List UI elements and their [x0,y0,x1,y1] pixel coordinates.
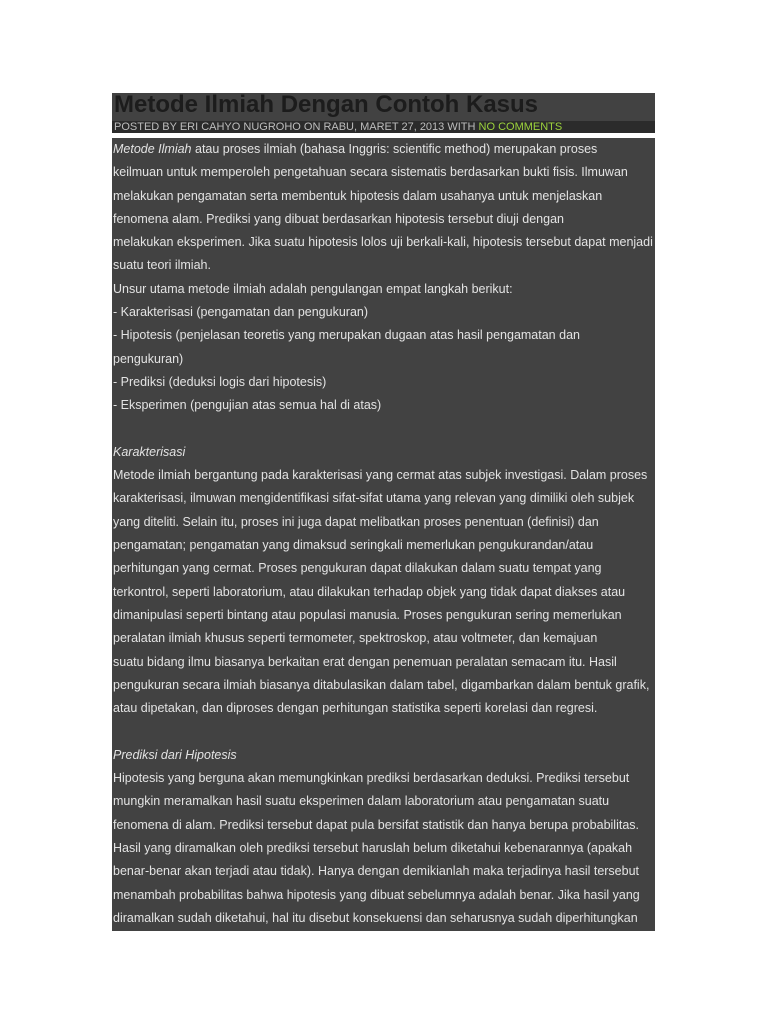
paragraph-line: pengukuran secara ilmiah biasanya ditabulasikan dalam tabel, digambarkan dalam bentuk grafik, [113,677,650,692]
spacer [113,720,655,743]
paragraph-line: suatu bidang ilmu biasanya berkaitan erat dengan penemuan peralatan semacam itu. Hasil [113,654,617,669]
paragraph-line: Metode ilmiah bergantung pada karakterisasi yang cermat atas subjek investigasi. Dalam proses [113,468,648,483]
list-item: - Eksperimen (pengujian atas semua hal di atas) [113,398,382,413]
post-byline: POSTED BY ERI CAHYO NUGROHO ON RABU, MARET 27, 2013 WITH [114,121,479,133]
paragraph-line: benar-benar akan terjadi atau tidak). Hanya dengan demikianlah maka terjadinya hasil tersebut [113,864,640,879]
paragraph-line: Hasil yang diramalkan oleh prediksi tersebut haruslah belum diketahui kebenarannya (apakah [113,840,633,855]
paragraph-line: peralatan ilmiah khusus seperti termometer, spektroskop, atau voltmeter, dan kemajuan [113,631,598,646]
paragraph-line: melakukan eksperimen. Jika suatu hipotesis lolos uji berkali-kali, hipotesis tersebut dapat menjadi [113,235,653,250]
paragraph-line: dimanipulasi seperti bintang atau populasi manusia. Proses pengukuran sering memerlukan [113,607,622,622]
paragraph-line: terkontrol, seperti laboratorium, atau dilakukan terhadap objek yang tidak dapat diakses atau [113,584,626,599]
paragraph-line: karakterisasi, ilmuwan mengidentifikasi sifat-sifat utama yang relevan yang dimiliki oleh subjek [113,491,635,506]
list-item-continued: pengukuran) [113,351,184,366]
list-item: - Karakterisasi (pengamatan dan pengukuran) [113,305,369,320]
paragraph-line: mungkin meramalkan hasil suatu eksperimen dalam laboratorium atau pengamatan suatu [113,794,610,809]
paragraph-line: fenomena alam. Prediksi yang dibuat berdasarkan hipotesis tersebut diuji dengan [113,211,564,226]
comments-link[interactable]: NO COMMENTS [478,121,563,133]
paragraph-line: suatu teori ilmiah. [113,258,211,273]
list-item: - Prediksi (deduksi logis dari hipotesis) [113,374,327,389]
paragraph-line: keilmuan untuk memperoleh pengetahuan secara sistematis berdasarkan bukti fisis. Ilmuwan [113,165,628,180]
section-heading-karakterisasi: Karakterisasi [113,444,186,459]
intro-first-line: Metode Ilmiah atau proses ilmiah (bahasa Inggris: scientific method) merupakan proses [113,142,598,156]
blog-post [112,93,655,931]
post-title: Metode Ilmiah Dengan Contoh Kasus [114,93,539,118]
paragraph-line: yang diteliti. Selain itu, proses ini juga dapat melibatkan proses penentuan (definisi) dan [113,514,599,529]
paragraph-line: menambah probabilitas bahwa hipotesis yang dibuat sebelumnya adalah benar. Jika hasil yang [113,887,640,902]
spacer [113,418,655,441]
paragraph-line: diramalkan sudah diketahui, hal itu disebut konsekuensi dan seharusnya sudah diperhitungkan [113,910,638,925]
section-heading-prediksi: Prediksi dari Hipotesis [113,747,237,762]
post-header [112,93,655,121]
paragraph-line: melakukan pengamatan serta membentuk hipotesis dalam usahanya untuk menjelaskan [113,188,603,203]
post-meta [112,121,655,133]
paragraph-line: perhitungan yang cermat. Proses pengukuran dapat dilakukan dalam suatu tempat yang [113,561,602,576]
post-body [112,138,655,931]
paragraph-line: atau dipetakan, dan diproses dengan perhitungan statistika seperti korelasi dan regresi. [113,701,598,716]
paragraph-line: pengamatan; pengamatan yang dimaksud seringkali memerlukan pengukurandan/atau [113,538,594,553]
intro-term: Metode Ilmiah [113,142,192,156]
paragraph-line: Unsur utama metode ilmiah adalah pengulangan empat langkah berikut: [113,281,513,296]
list-item: - Hipotesis (penjelasan teoretis yang merupakan dugaan atas hasil pengamatan dan [113,328,580,343]
paragraph-line: Hipotesis yang berguna akan memungkinkan prediksi berdasarkan deduksi. Prediksi tersebut [113,771,630,786]
paragraph-line: fenomena di alam. Prediksi tersebut dapat pula bersifat statistik dan hanya berupa probabilitas. [113,817,640,832]
